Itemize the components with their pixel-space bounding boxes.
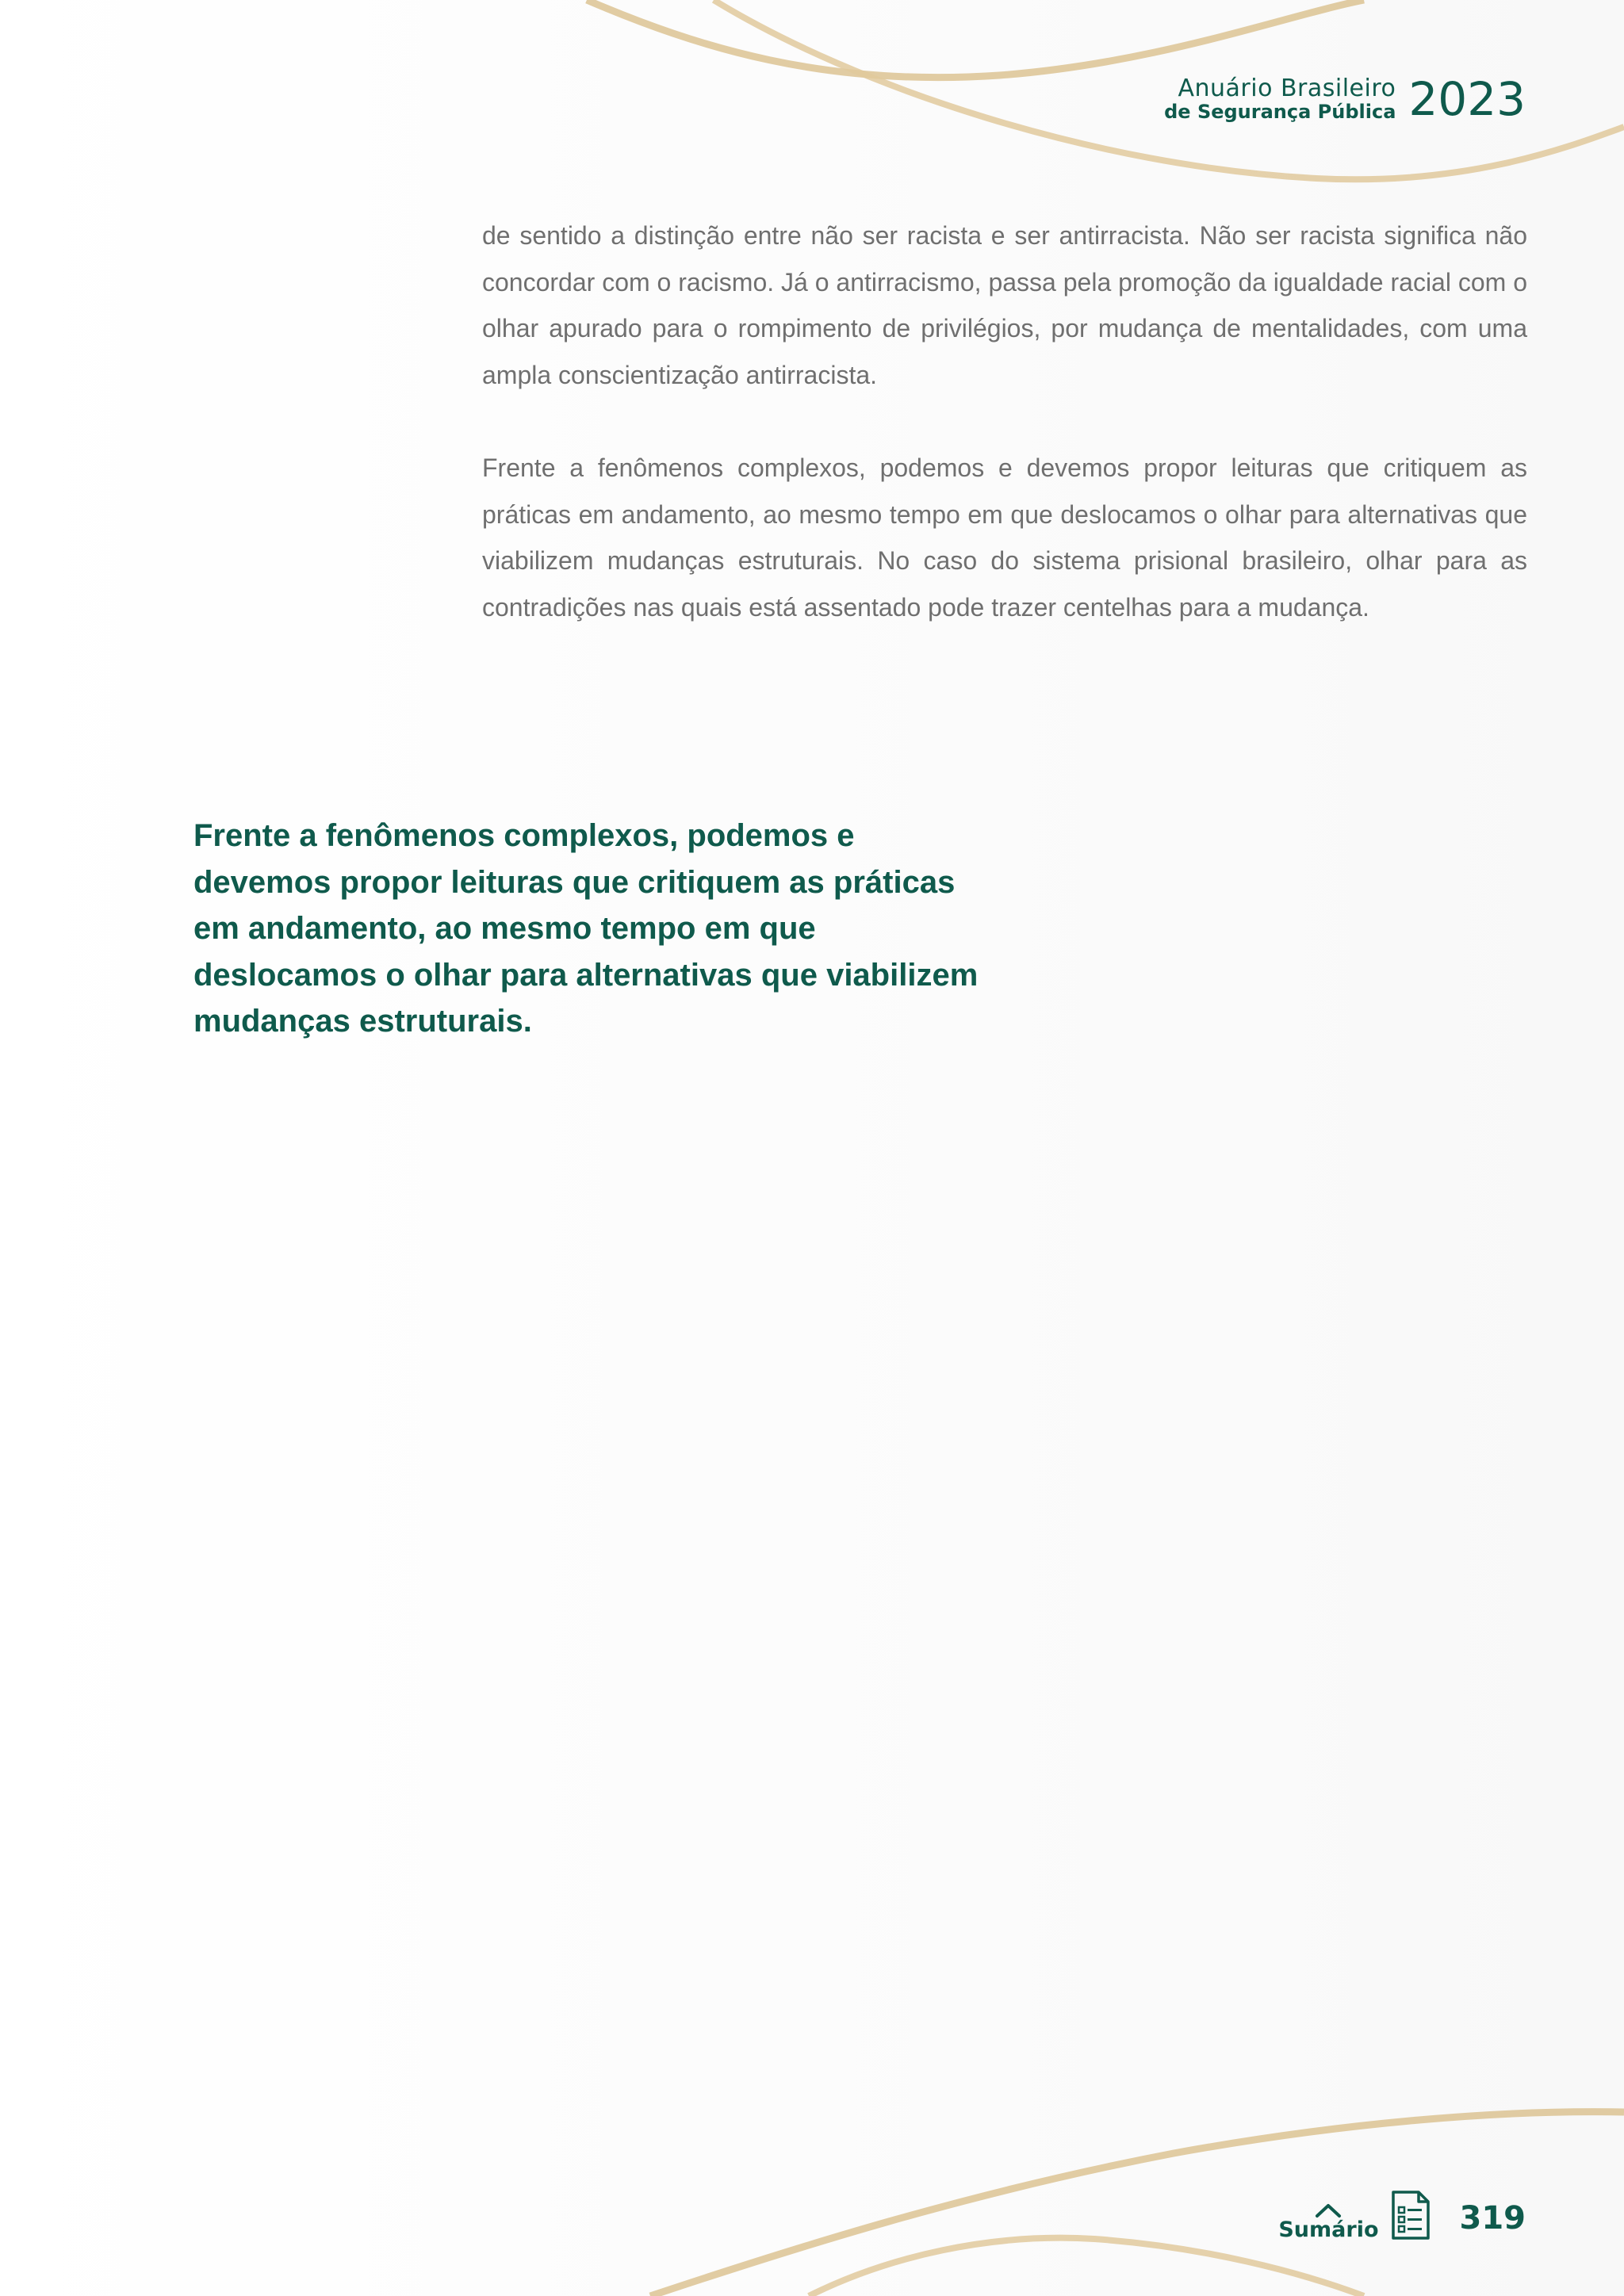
publication-name xyxy=(1164,77,1396,121)
publication-name-line2: de Segurança Pública xyxy=(1164,101,1396,123)
publication-header xyxy=(1164,72,1526,126)
chevron-up-icon xyxy=(1312,2202,1344,2219)
body-paragraph-1: de sentido a distinção entre não ser racista e ser antirracista. Não ser racista significa não concordar com o racismo. Já o antirracismo, passa pela promoção da igualdade racial com o olhar apurado para o rompimento de privilégios, por mudança de mentalidades, com uma ampla conscientização antirracista. xyxy=(482,221,1527,389)
page-footer xyxy=(1278,2190,1526,2241)
page-number: 319 xyxy=(1459,2200,1526,2237)
publication-year: 2023 xyxy=(1408,72,1526,126)
pull-quote: Frente a fenômenos complexos, podemos e devemos propor leituras que critiquem as práticas em andamento, ao mesmo tempo em que deslocamos o olhar para alternativas que viabilizem mudanças estruturais. xyxy=(193,818,979,1039)
summary-link[interactable] xyxy=(1278,2202,1378,2241)
publication-name-line1: Anuário Brasileiro xyxy=(1178,75,1396,102)
document-list-icon[interactable] xyxy=(1390,2190,1431,2241)
summary-label: Sumário xyxy=(1278,2218,1379,2242)
body-paragraph-2: Frente a fenômenos complexos, podemos e devemos propor leituras que critiquem as práticas em andamento, ao mesmo tempo em que deslocamos o olhar para alternativas que viabilizem mudanças estruturais. No caso do sistema prisional brasileiro, olhar para as contradições nas quais está assentado pode trazer centelhas para a mudança. xyxy=(482,453,1527,622)
